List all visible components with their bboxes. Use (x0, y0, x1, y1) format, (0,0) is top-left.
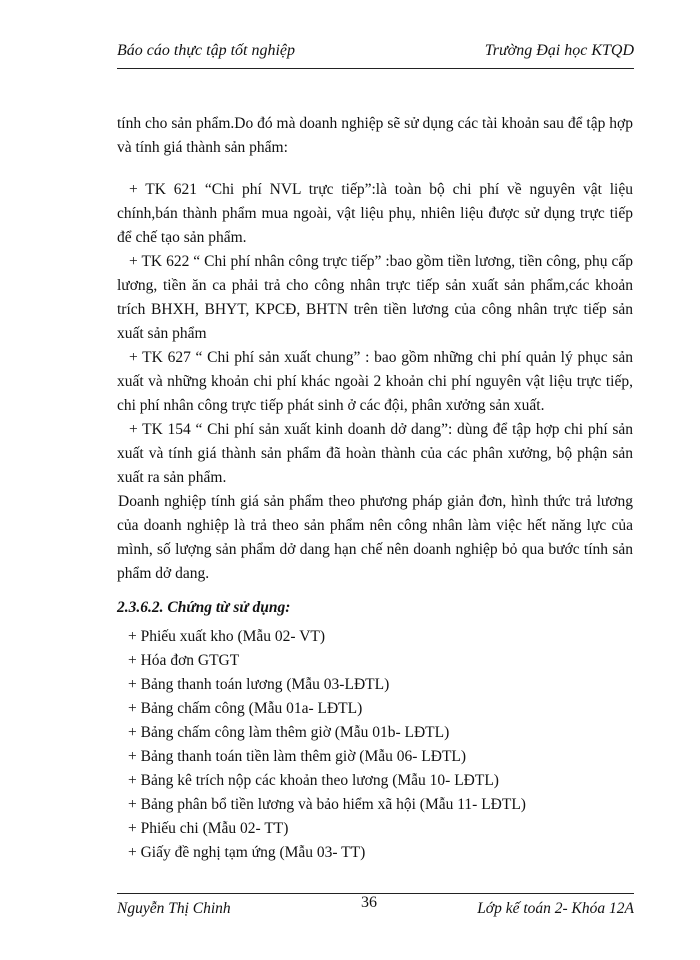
header-university: Trường Đại học KTQD (484, 42, 634, 59)
paragraph-tk154: + TK 154 “ Chi phí sản xuất kinh doanh dở dang”: dùng để tập hợp chi phí sản xuất và tính giá thành sản phẩm đã hoàn thành của các phân xưởng, bộ phận sản xuất ra sản phẩm. (117, 421, 633, 486)
page-header (117, 42, 634, 64)
paragraph-tk621: + TK 621 “Chi phí NVL trực tiếp”:là toàn bộ chi phí về nguyên vật liệu chính,bán thành phẩm mua ngoài, vật liệu phụ, nhiên liệu được sử dụng trực tiếp để chế tạo sản phẩm. (117, 181, 633, 246)
list-item: + Giấy đề nghị tạm ứng (Mẫu 03- TT) (128, 844, 366, 861)
header-divider (117, 68, 634, 69)
footer-class: Lớp kế toán 2- Khóa 12A (477, 900, 634, 917)
list-item: + Hóa đơn GTGT (128, 652, 240, 669)
page-footer (117, 894, 634, 922)
page-number: 36 (361, 894, 377, 911)
body-paragraphs (117, 112, 633, 586)
list-item: + Phiếu chi (Mẫu 02- TT) (128, 820, 289, 837)
document-list (128, 625, 526, 865)
paragraph-tk622: + TK 622 “ Chi phí nhân công trực tiếp” :bao gồm tiền lương, tiền công, phụ cấp lương, tiền ăn ca phải trả cho công nhân trực tiếp sản xuất sản phẩm,các khoản trích BHXH, BHYT, KPCĐ, BHTN trên tiền lương của công nhân trực tiếp sản xuất sản phẩm (117, 253, 633, 342)
paragraph-intro: tính cho sản phẩm.Do đó mà doanh nghiệp sẽ sử dụng các tài khoản sau để tập hợp và tính giá thành sản phẩm: (117, 115, 633, 156)
list-item: + Bảng chấm công làm thêm giờ (Mẫu 01b- LĐTL) (128, 724, 450, 741)
paragraph-method: Doanh nghiệp tính giá sản phẩm theo phương pháp giản đơn, hình thức trả lương của doanh nghiệp là trả theo sản phẩm nên công nhân làm việc hết năng lực của mình, số lượng sản phẩm dở dang hạn chế nên doanh nghiệp bỏ qua bước tính sản phẩm dở dang. (117, 493, 633, 582)
paragraph-tk627: + TK 627 “ Chi phí sản xuất chung” : bao gồm những chi phí quản lý phục sản xuất và những khoản chi phí khác ngoài 2 khoản chi phí nguyên vật liệu trực tiếp, chi phí nhân công trực tiếp phát sinh ở các đội, phân xưởng sản xuất. (117, 349, 633, 414)
section-heading: 2.3.6.2. Chứng từ sử dụng: (117, 599, 291, 616)
header-report-title: Báo cáo thực tập tốt nghiệp (117, 42, 296, 59)
list-item: + Bảng phân bổ tiền lương và bảo hiểm xã hội (Mẫu 11- LĐTL) (128, 796, 526, 813)
list-item: + Bảng chấm công (Mẫu 01a- LĐTL) (128, 700, 363, 717)
list-item: + Phiếu xuất kho (Mẫu 02- VT) (128, 628, 326, 645)
footer-author: Nguyễn Thị Chinh (117, 900, 231, 917)
list-item: + Bảng kê trích nộp các khoản theo lương (Mẫu 10- LĐTL) (128, 772, 499, 789)
list-item: + Bảng thanh toán lương (Mẫu 03-LĐTL) (128, 676, 390, 693)
list-item: + Bảng thanh toán tiền làm thêm giờ (Mẫu 06- LĐTL) (128, 748, 467, 765)
